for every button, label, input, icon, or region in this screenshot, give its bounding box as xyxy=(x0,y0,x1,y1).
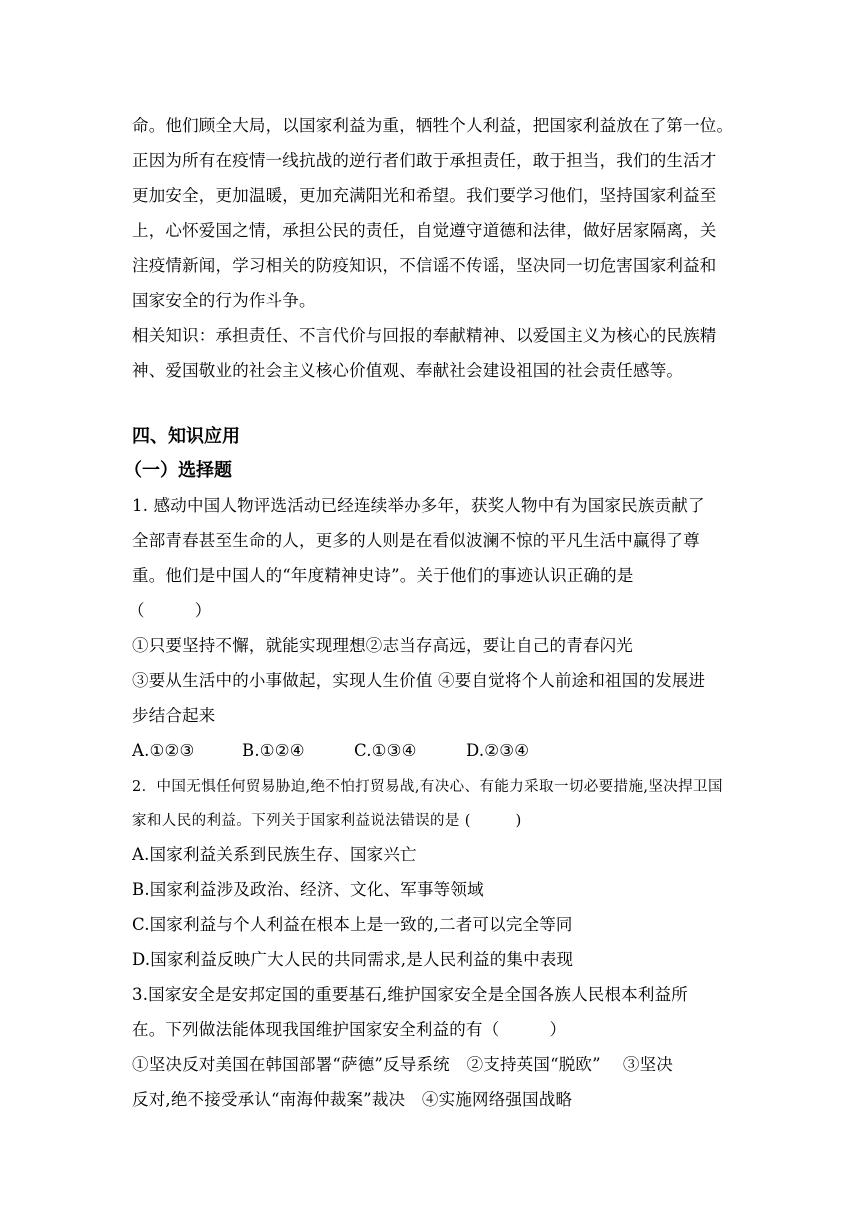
question-1-statement: ③要从生活中的小事做起，实现人生价值 ④要自觉将个人前途和祖国的发展进 xyxy=(132,671,706,690)
intro-line: 国家安全的行为作斗争。 xyxy=(132,291,316,310)
question-3-statement: ①坚决反对美国在韩国部署“萨德”反导系统 ②支持英国“脱欧” ③坚决 xyxy=(132,1055,673,1074)
question-3-line: 3.国家安全是安邦定国的重要基石,维护国家安全是全国各族人民根本利益所 xyxy=(132,985,688,1004)
option-b: B.①②④ xyxy=(242,741,305,760)
question-1-options xyxy=(132,739,529,763)
question-1-statement: ①只要坚持不懈，就能实现理想②志当存高远，要让自己的青春闪光 xyxy=(132,636,633,655)
question-1-line: 全部青春甚至生命的人，更多的人则是在看似波澜不惊的平凡生活中赢得了尊 xyxy=(132,531,700,550)
question-2-option-c: C.国家利益与个人利益在根本上是一致的,二者可以完全等同 xyxy=(132,915,573,934)
option-c: C.①③④ xyxy=(354,741,417,760)
related-knowledge-line: 相关知识：承担责任、不言代价与回报的奉献精神、以爱国主义为核心的民族精 xyxy=(132,326,717,345)
question-2-line: 2．中国无惧任何贸易胁迫,绝不怕打贸易战,有决心、有能力采取一切必要措施,坚决捍卫国 xyxy=(132,779,723,795)
question-2-option-b: B.国家利益涉及政治、经济、文化、军事等领域 xyxy=(132,880,484,899)
section-title: 四、知识应用 xyxy=(132,426,240,447)
question-2-line: 家和人民的利益。下列关于国家利益说法错误的是 ( ) xyxy=(132,813,522,829)
question-1-line: 1. 感动中国人物评选活动已经连续举办多年，获奖人物中有为国家民族贡献了 xyxy=(132,496,705,515)
option-a: A.①②③ xyxy=(132,741,195,760)
option-d: D.②③④ xyxy=(466,741,530,760)
question-2-option-a: A.国家利益关系到民族生存、国家兴亡 xyxy=(132,845,417,864)
question-3-line: 在。下列做法能体现我国维护国家安全利益的有（ ） xyxy=(132,1020,567,1039)
answer-blank: （ ） xyxy=(128,601,212,620)
section-subtitle: （一）选择题 xyxy=(124,460,232,481)
related-knowledge-line: 神、爱国敬业的社会主义核心价值观、奉献社会建设祖国的社会责任感等。 xyxy=(132,361,684,380)
intro-line: 命。他们顾全大局，以国家利益为重，牺牲个人利益，把国家利益放在了第一位。 xyxy=(132,116,734,135)
intro-line: 更加安全，更加温暖，更加充满阳光和希望。我们要学习他们，坚持国家利益至 xyxy=(132,186,717,205)
intro-line: 上，心怀爱国之情，承担公民的责任，自觉遵守道德和法律，做好居家隔离，关 xyxy=(132,221,717,240)
question-2-option-d: D.国家利益反映广大人民的共同需求,是人民利益的集中表现 xyxy=(132,950,574,969)
question-1-line: 重。他们是中国人的“年度精神史诗”。关于他们的事迹认识正确的是 xyxy=(132,566,634,585)
question-3-statement: 反对,绝不接受承认“南海仲裁案”裁决 ④实施网络强国战略 xyxy=(132,1090,573,1109)
question-1-statement: 步结合起来 xyxy=(132,706,216,725)
intro-line: 正因为所有在疫情一线抗战的逆行者们敢于承担责任，敢于担当，我们的生活才 xyxy=(132,151,717,170)
intro-line: 注疫情新闻，学习相关的防疫知识，不信谣不传谣，坚决同一切危害国家利益和 xyxy=(132,256,717,275)
